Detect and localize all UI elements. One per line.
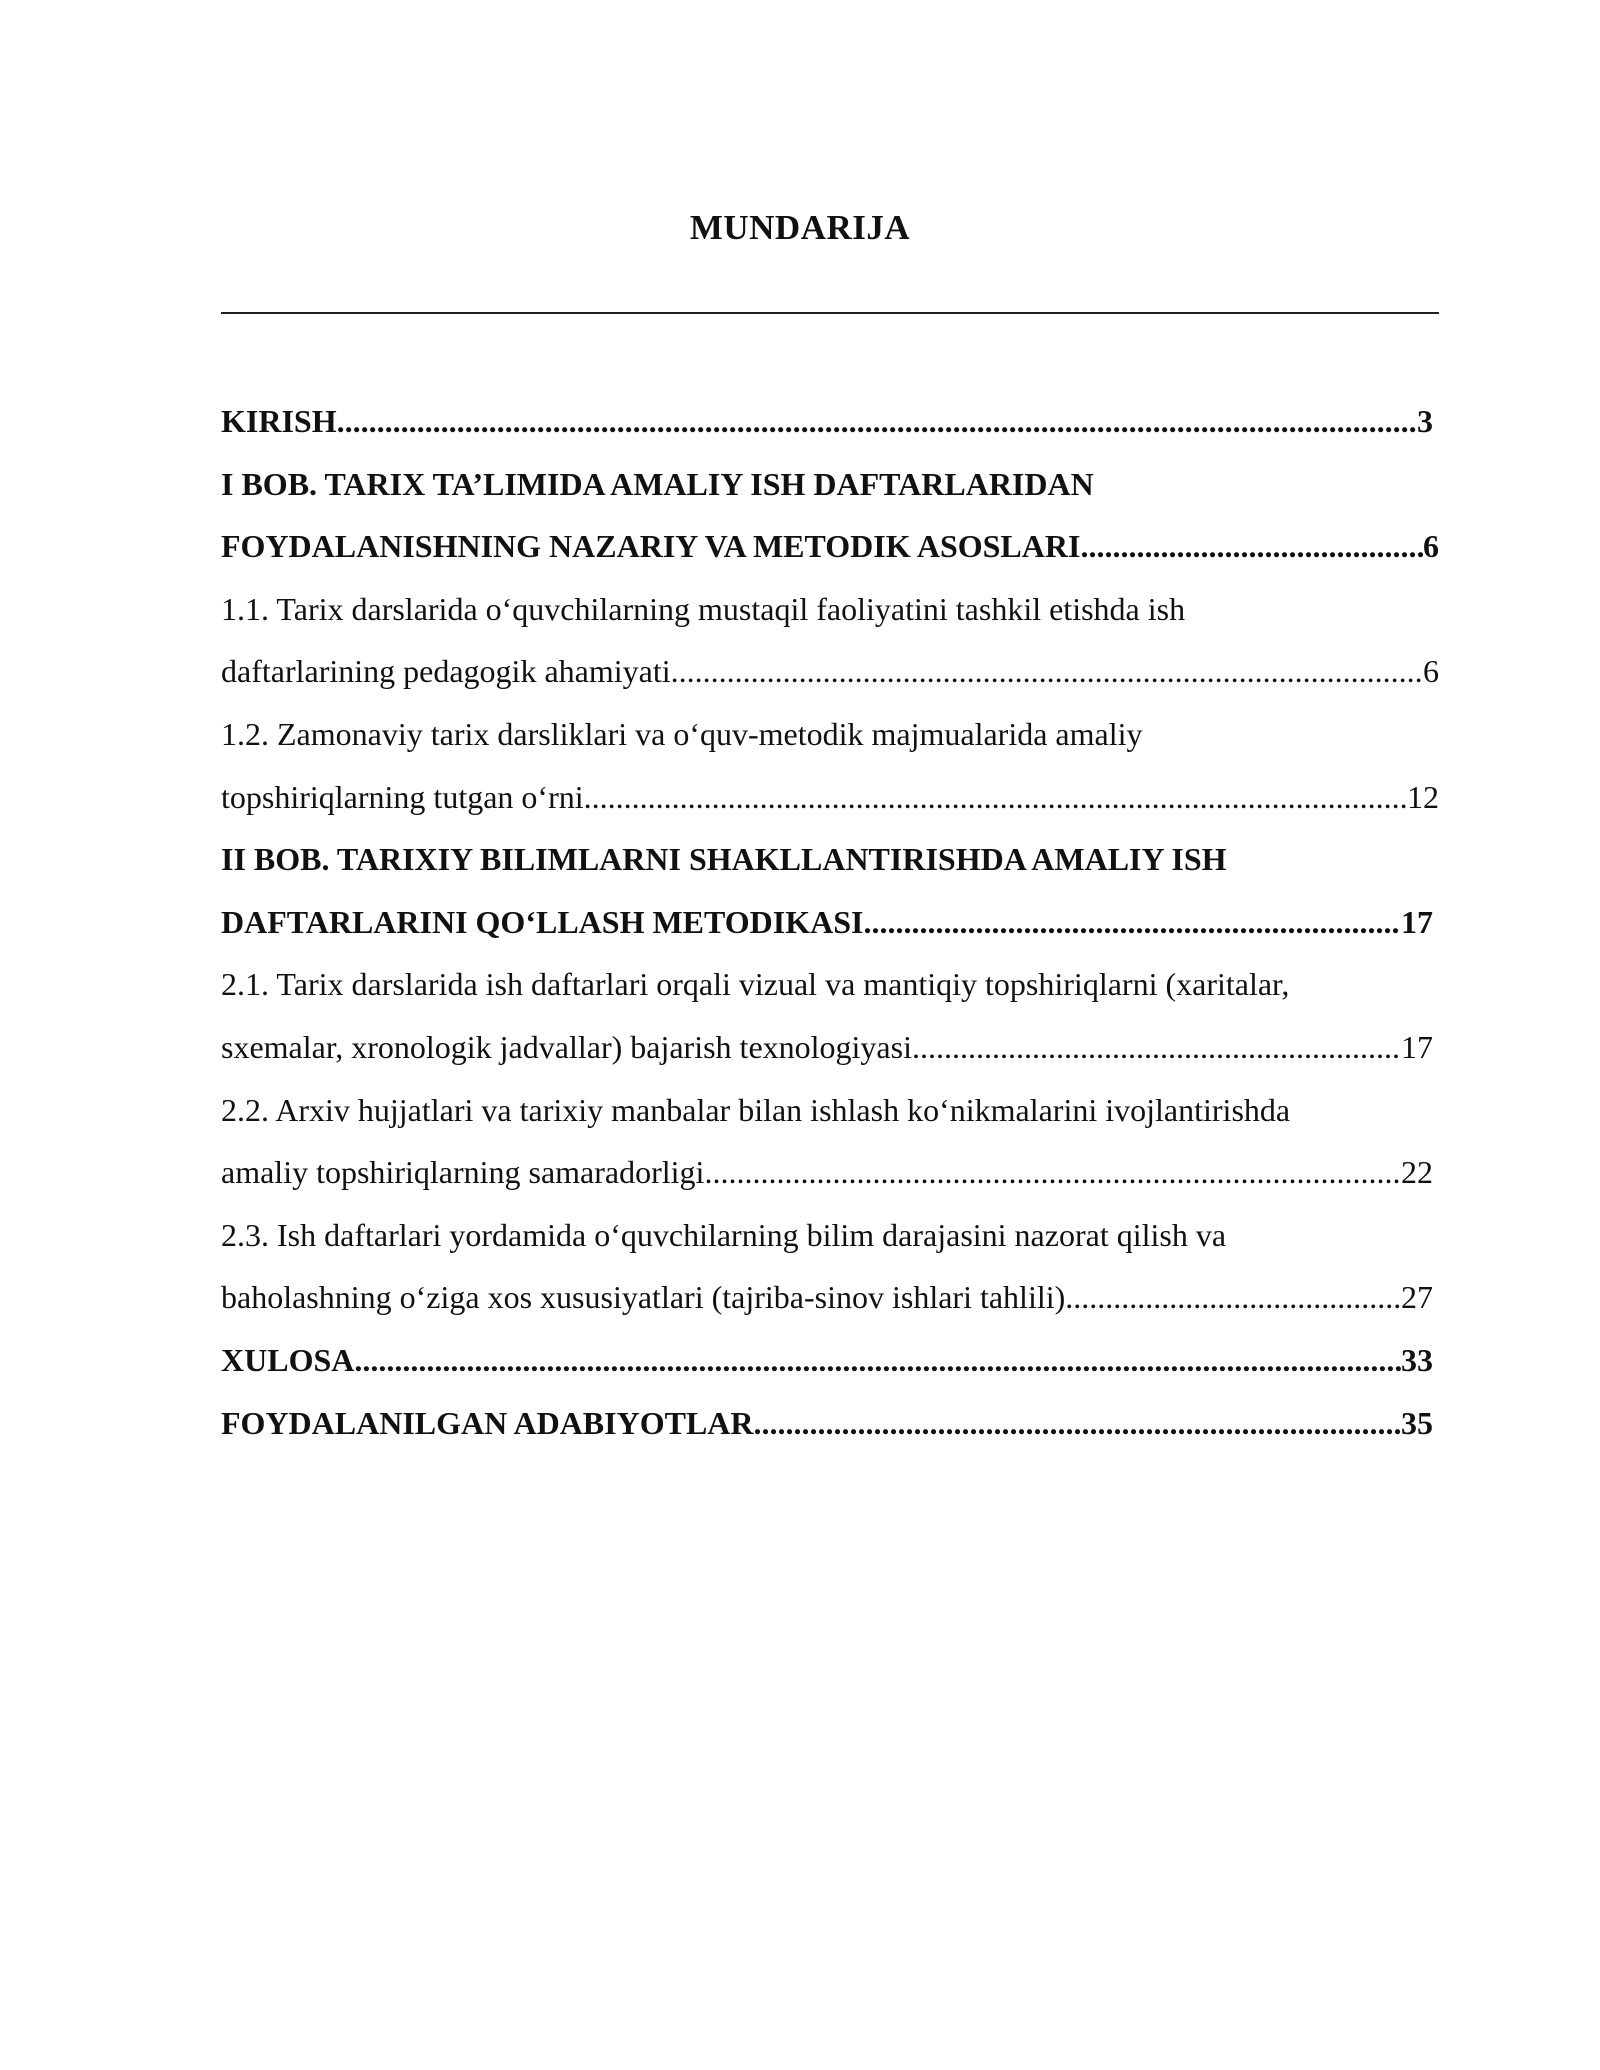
page-title: MUNDARIJA — [689, 208, 911, 247]
toc-entry-section-1-1-line-1: 1.1. Tarix darslarida o‘quvchilarning mustaqil faoliyatini tashkil etishda ish — [221, 590, 1186, 627]
toc-entry-section-1-1 — [221, 640, 1439, 703]
toc-page-number: 6 — [1423, 528, 1439, 565]
toc-entry-title: KIRISH — [221, 403, 337, 439]
toc-entry-title: DAFTARLARINI QO‘LLASH METODIKASI — [221, 903, 864, 940]
toc-entry-title: daftarlarining pedagogik ahamiyati — [221, 653, 671, 690]
toc-leader-dots — [912, 1016, 1401, 1079]
toc-leader-dots — [337, 390, 1417, 453]
toc-page-number: 17 — [1401, 1028, 1433, 1065]
toc-entry-section-2-3-line-1: 2.3. Ish daftarlari yordamida o‘quvchilarning bilim darajasini nazorat qilish va — [221, 1216, 1227, 1253]
toc-page-number: 27 — [1401, 1279, 1433, 1316]
toc-leader-dots — [863, 891, 1401, 954]
toc-leader-dots — [704, 1141, 1401, 1204]
toc-entry-chapter-2 — [221, 891, 1439, 954]
toc-page-number: 3 — [1417, 403, 1433, 439]
toc-entry-section-1-2-line-1: 1.2. Zamonaviy tarix darsliklari va o‘quv-metodik majmualarida amaliy — [221, 715, 1143, 752]
toc-entry-kirish — [221, 390, 1439, 453]
toc-entry-section-2-2-line-1: 2.2. Arxiv hujjatlari va tarixiy manbalar bilan ishlash ko‘nikmalarini ivojlantirishda — [221, 1091, 1291, 1128]
toc-leader-dots — [671, 640, 1423, 703]
toc-entry-title: amaliy topshiriqlarning samaradorligi — [221, 1154, 705, 1191]
toc-entry-title: baholashning o‘ziga xos xususiyatlari (tajriba-sinov ishlari tahlili) — [221, 1279, 1066, 1316]
toc-entry-chapter-1 — [221, 515, 1439, 578]
toc-entry-references — [221, 1392, 1439, 1455]
toc-entry-title: sxemalar, xronologik jadvallar) bajarish texnologiyasi — [221, 1028, 912, 1065]
toc-entry-section-2-2 — [221, 1141, 1439, 1204]
toc-leader-dots — [754, 1392, 1402, 1455]
toc-entry-chapter-2-line-1: II BOB. TARIXIY BILIMLARNI SHAKLLANTIRISHDA AMALIY ISH — [221, 841, 1227, 878]
toc-leader-dots — [1080, 515, 1423, 578]
table-of-contents — [221, 390, 1439, 1454]
toc-entry-conclusion — [221, 1329, 1439, 1392]
toc-page-number: 22 — [1401, 1154, 1433, 1191]
toc-page-number: 35 — [1401, 1404, 1433, 1441]
toc-page-number: 12 — [1407, 778, 1439, 815]
toc-entry-title: FOYDALANISHNING NAZARIY VA METODIK ASOSLARI — [221, 528, 1081, 565]
toc-entry-section-2-1-line-1: 2.1. Tarix darslarida ish daftarlari orqali vizual va mantiqiy topshiriqlarni (xaritalar, — [221, 966, 1290, 1003]
toc-page-number: 6 — [1423, 653, 1439, 690]
toc-page-number: 33 — [1401, 1341, 1433, 1378]
toc-entry-section-2-1 — [221, 1016, 1439, 1079]
toc-entry-chapter-1-line-1: I BOB. TARIX TA’LIMIDA AMALIY ISH DAFTARLARIDAN — [221, 465, 1094, 502]
toc-entry-title: topshiriqlarning tutgan o‘rni — [221, 778, 584, 815]
toc-entry-title: FOYDALANILGAN ADABIYOTLAR — [221, 1404, 754, 1441]
toc-page-number: 17 — [1401, 903, 1433, 940]
toc-entry-section-2-3 — [221, 1266, 1439, 1329]
toc-entry-section-1-2 — [221, 766, 1439, 829]
toc-leader-dots — [584, 766, 1407, 829]
toc-entry-title: XULOSA — [221, 1341, 355, 1378]
toc-leader-dots — [1065, 1266, 1401, 1329]
title-divider — [221, 312, 1439, 314]
toc-leader-dots — [354, 1329, 1401, 1392]
